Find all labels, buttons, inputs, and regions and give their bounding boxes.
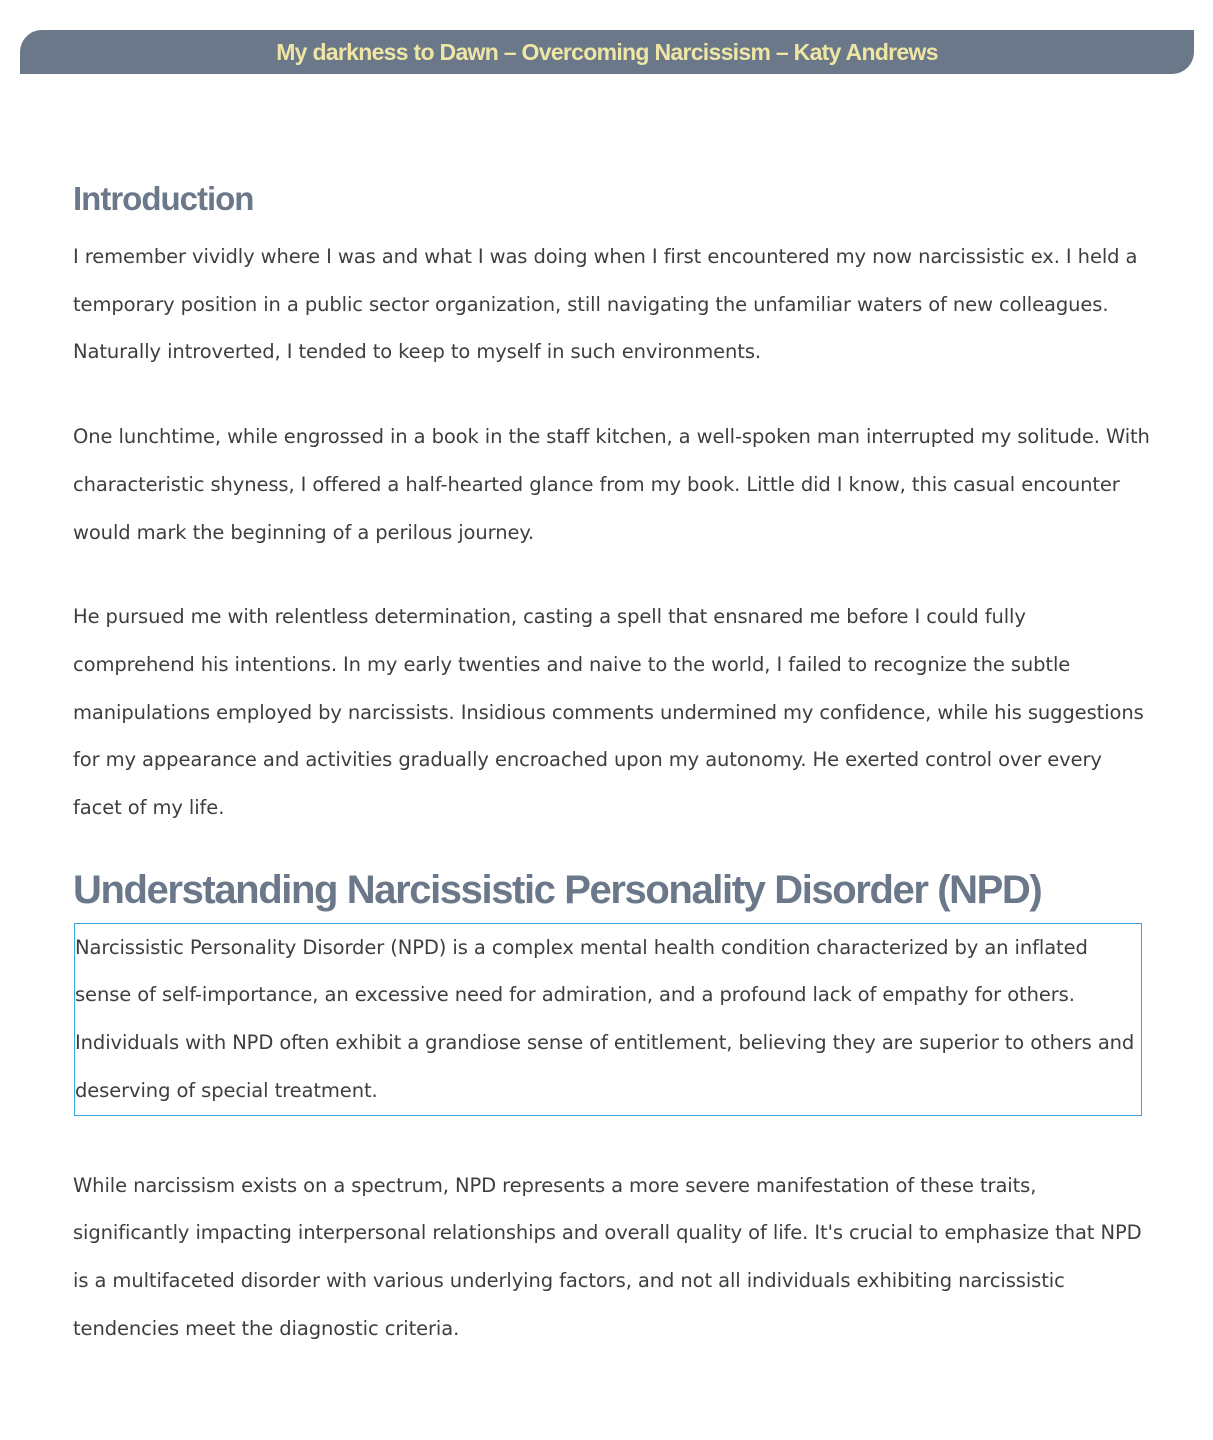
npd-paragraph-1[interactable]: Narcissistic Personality Disorder (NPD) is a complex mental health condition characterized by an inflated sense of self-importance, an excessive need for admiration, and a profound lack of empathy for others. Individuals with NPD often exhibit a grandiose sense of entitlement, believing they are superior to others and deserving of special treatment. xyxy=(75,935,1135,1102)
intro-paragraph-1[interactable]: I remember vividly where I was and what I was doing when I first encountered my now narcissistic ex. I held a temporary position in a public sector organization, still navigating the unfamiliar waters of new colleagues. Naturally introverted, I tended to keep to myself in such environments. xyxy=(73,245,1138,364)
section-heading-introduction: Introduction xyxy=(73,180,254,217)
document-body xyxy=(73,178,1153,1352)
intro-paragraph-2[interactable]: One lunchtime, while engrossed in a book in the staff kitchen, a well-spoken man interrupted my solitude. With characteristic shyness, I offered a half-hearted glance from my book. Little did I know, this casual encounter would mark the beginning of a perilous journey. xyxy=(73,425,1150,544)
section-heading-understanding-npd: Understanding Narcissistic Personality Disorder (NPD) xyxy=(73,867,1042,912)
document-header-banner xyxy=(20,30,1194,74)
npd-paragraph-2[interactable]: While narcissism exists on a spectrum, NPD represents a more severe manifestation of these traits, significantly impacting interpersonal relationships and overall quality of life. It's crucial to emphasize that NPD is a multifaceted disorder with various underlying factors, and not all individuals exhibiting narcissistic tendencies meet the diagnostic criteria. xyxy=(73,1173,1142,1340)
intro-paragraph-3[interactable]: He pursued me with relentless determination, casting a spell that ensnared me before I could fully comprehend his intentions. In my early twenties and naive to the world, I failed to recognize the subtle manipulations employed by narcissists. Insidious comments undermined my confidence, while his suggestions for my appearance and activities gradually encroached upon my autonomy. He exerted control over every facet of my life. xyxy=(73,605,1144,820)
selected-text-block[interactable] xyxy=(74,923,1142,1116)
document-title: My darkness to Dawn – Overcoming Narcissism – Katy Andrews xyxy=(276,38,938,65)
